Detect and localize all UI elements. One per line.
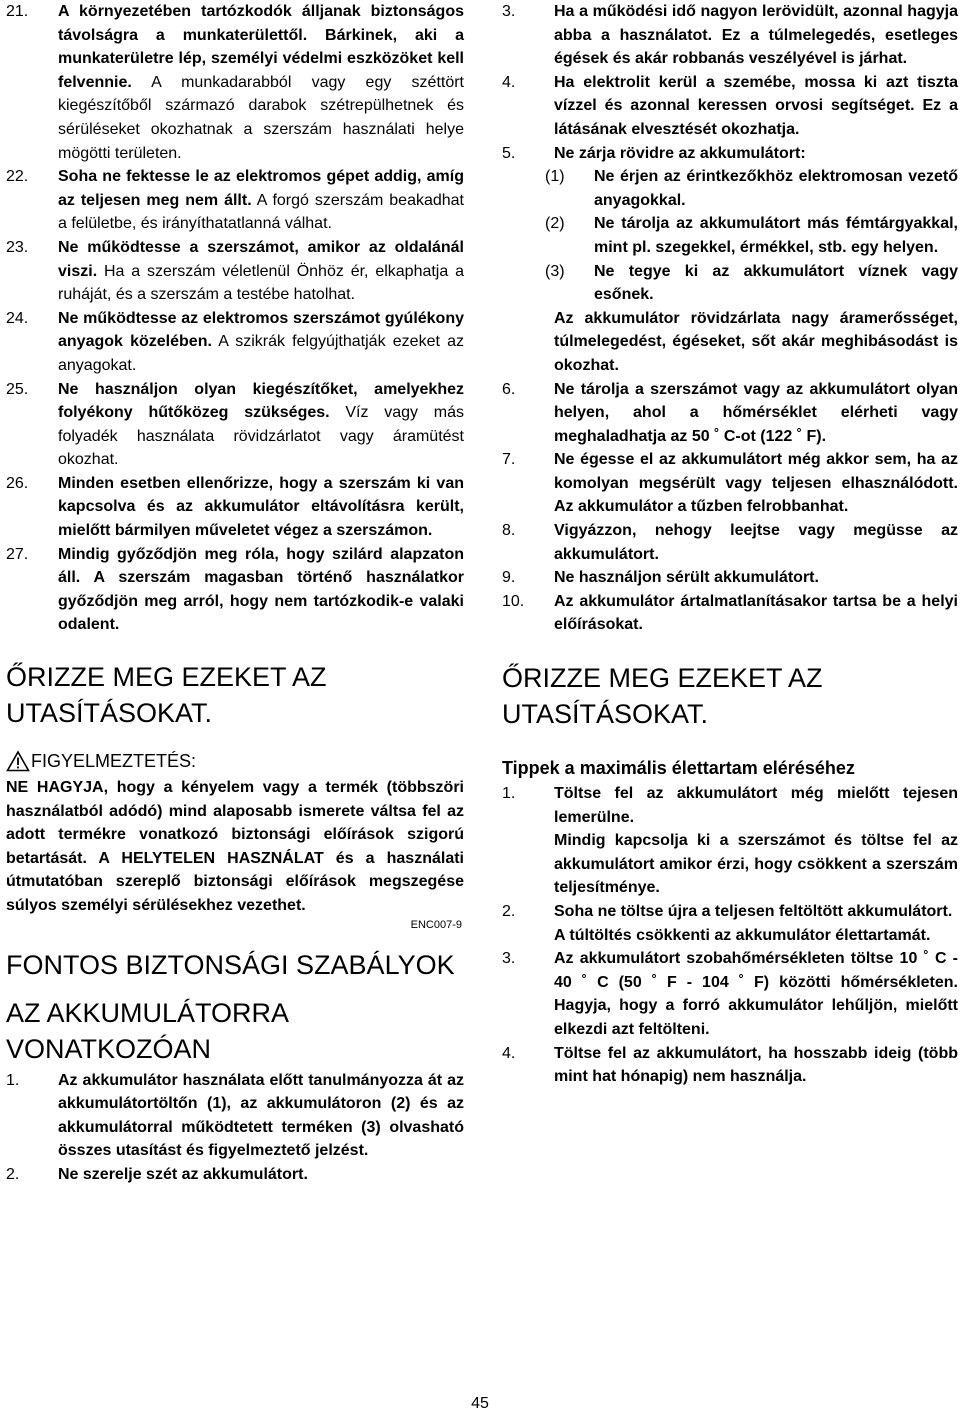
page-number: 45 — [471, 1395, 489, 1412]
list-item — [502, 0, 958, 71]
list-item — [6, 472, 464, 543]
sub-item-text: Ne érjen az érintkezőkhöz elektromosan vezető anyagokkal. — [594, 168, 958, 209]
item-text-normal: Víz vagy más folyadék használata rövidzárlatot vagy áramütést okozhat. — [58, 404, 464, 469]
list-item — [6, 1163, 464, 1187]
item-text-normal: Ha a szerszám véletlenül Önhöz ér, elkaphatja a ruháját, és a szerszám a testébe hatolhat. — [58, 262, 464, 304]
tips-heading: Tippek a maximális élettartam eléréséhez — [502, 758, 855, 779]
item-number: 4. — [502, 73, 516, 91]
item-text — [6, 378, 464, 472]
item-text-bold: Minden esetben ellenőrizze, hogy a szerszám ki van kapcsolva és az akkumulátor eltávolításra került, mielőtt bármilyen műveletet végez a szerszámon. — [58, 474, 464, 540]
item-text-normal: A munkadarabból vagy egy széttört kiegészítőből származó darabok szétrepülhetnek és sérüléseket okozhatnak a szerszám használati helye mögötti területen. — [58, 73, 464, 162]
item-text — [6, 0, 464, 165]
left-column — [6, 0, 464, 1187]
enc-code: ENC007-9 — [410, 918, 462, 931]
item-number: 1. — [6, 1071, 20, 1089]
item-number: 1. — [502, 785, 516, 803]
item-text — [6, 307, 464, 378]
item-number: 7. — [502, 451, 516, 469]
warning-title-text: FIGYELMEZTETÉS: — [31, 751, 197, 772]
item-number: 23. — [6, 238, 29, 256]
list-item — [502, 1042, 958, 1089]
list-item — [502, 378, 958, 449]
list-item — [502, 782, 958, 900]
item-number: 3. — [502, 3, 516, 20]
battery-list-right-a — [502, 0, 958, 165]
item-text — [6, 236, 464, 307]
item-text-bold: Ne használjon olyan kiegészítőket, amelyekhez folyékony hűtőközeg szükséges. — [58, 380, 464, 422]
short-circuit-sublist — [502, 165, 958, 307]
item-text: Soha ne töltse újra a teljesen feltöltött akkumulátort. — [554, 903, 953, 920]
item-number: 9. — [502, 569, 516, 587]
sub-item-number: (1) — [545, 168, 565, 186]
battery-heading: AZ AKKUMULÁTORRA VONATKOZÓAN — [6, 997, 288, 1064]
item-text-bold: Mindig győződjön meg róla, hogy szilárd alapzaton áll. A szerszám magasban történő használatkor győződjön meg arról, hogy nem tartózkodik-e valaki odalent. — [58, 545, 464, 634]
item-number: 2. — [502, 903, 516, 920]
sub-list-item — [545, 212, 958, 259]
item-number: 4. — [502, 1044, 516, 1062]
item-text — [6, 165, 464, 236]
list-item — [6, 543, 464, 637]
item-number: 5. — [502, 144, 516, 162]
list-item — [6, 1069, 464, 1163]
item-text-normal: A szikrák felgyújthatják ezeket az anyagokat. — [58, 333, 465, 374]
list-item — [502, 71, 958, 142]
warning-text: NE HAGYJA, hogy a kényelem vagy a termék (többszöri használatból adódó) mind alaposabb ismerete váltsa fel az adott termékre vonatkozó biztonsági előírások szigorú betartását. A HELYTELEN HASZNÁLAT és a használati útmutatóban szereplő biztonsági előírások megszegése súlyos személyi sérülésekhez vezethet. — [6, 779, 464, 914]
sub-list-item — [545, 260, 958, 307]
item-number: 3. — [502, 950, 516, 968]
save-instructions-heading-right: ŐRIZZE MEG EZEKET AZ UTASÍTÁSOKAT. — [502, 663, 823, 730]
list-item — [6, 165, 464, 236]
item-number: 10. — [502, 592, 525, 610]
item-number: 6. — [502, 380, 516, 398]
item-extra-text: Mindig kapcsolja ki a szerszámot és töltse fel az akkumulátort amikor érzi, hogy csökkent a szerszám teljesítménye. — [554, 832, 958, 897]
list-item — [502, 448, 958, 519]
list-item — [502, 947, 958, 1041]
battery-list-left — [6, 1069, 464, 1187]
item-text: Vigyázzon, nehogy leejtse vagy megüsse az akkumulátort. — [554, 522, 958, 563]
item-number: 2. — [6, 1165, 20, 1183]
item-text: Töltse fel az akkumulátort, ha hosszabb ideig (több mint hat hónapig) nem használja. — [554, 1044, 958, 1086]
item-text: Ne égesse el az akkumulátort még akkor sem, ha az komolyan megsérült vagy teljesen elhasználódott. Az akkumulátor a tűzben felrobbanhat. — [554, 451, 958, 516]
item-text: Ha elektrolit kerül a szemébe, mossa ki azt tiszta vízzel és azonnal keressen orvosi segítséget. Ez a látásának elvesztését okozhatja. — [554, 73, 958, 138]
item-number: 24. — [6, 309, 29, 327]
warning-triangle-icon — [6, 750, 30, 772]
sub-item-text: Ne tárolja az akkumulátort más fémtárgyakkal, mint pl. szegekkel, érmékkel, stb. egy helyen. — [594, 215, 958, 256]
short-circuit-note: Az akkumulátor rövidzárlata nagy áramerősséget, túlmelegedést, égéseket, sőt akár meghibásodást is okozhat. — [554, 309, 958, 374]
item-text: Az akkumulátor ártalmatlanításakor tartsa be a helyi előírásokat. — [554, 592, 958, 634]
sub-item-number: (2) — [545, 215, 565, 233]
warning-block — [6, 749, 464, 932]
list-item — [502, 566, 958, 590]
item-text-bold: Ne működtesse az elektromos szerszámot gyúlékony anyagok közelében. — [58, 309, 464, 351]
right-column — [502, 0, 958, 1089]
item-text — [6, 472, 464, 543]
list-item — [6, 0, 464, 165]
item-text: Ne tárolja a szerszámot vagy az akkumulátort olyan helyen, ahol a hőmérséklet elérheti vagy meghaladhatja az 50 ˚ C-ot (122 ˚ F). — [554, 380, 958, 445]
tips-list — [502, 782, 958, 1089]
item-text-bold: A környezetében tartózkodók álljanak biztonságos távolságra a munkaterülettől. Bárkinek, aki a munkaterületre lép, személyi védelmi eszközöket kell felvennie. — [58, 3, 464, 91]
item-text: Ne szerelje szét az akkumulátort. — [58, 1165, 308, 1183]
sub-list-item — [545, 165, 958, 212]
item-number: 21. — [6, 3, 29, 20]
list-item — [502, 900, 958, 947]
item-text: Ha a működési idő nagyon lerövidült, azonnal hagyja abba a használatot. Ez a túlmelegedés, esetleges égések és akár robbanás veszélyével is járhat. — [554, 3, 958, 68]
warning-title — [6, 749, 464, 773]
item-number: 25. — [6, 380, 29, 398]
item-number: 22. — [6, 168, 29, 186]
list-item — [6, 378, 464, 472]
item-number: 26. — [6, 474, 29, 492]
safety-rules-heading: FONTOS BIZTONSÁGI SZABÁLYOK — [6, 949, 455, 980]
item-number: 27. — [6, 545, 29, 563]
list-item — [6, 236, 464, 307]
item-number: 8. — [502, 522, 516, 540]
sub-item-text: Ne tegye ki az akkumulátort víznek vagy esőnek. — [594, 262, 958, 304]
list-item — [502, 142, 958, 166]
list-item — [6, 307, 464, 378]
list-item — [502, 590, 958, 637]
item-text: Az akkumulátort szobahőmérsékleten töltse 10 ˚ C - 40 ˚ C (50 ˚ F - 104 ˚ F) közötti hőmérsékleten. Hagyja, hogy a forró akkumulátor lehűljön, mielőtt elkezdi azt feltölteni. — [554, 950, 958, 1038]
item-text — [6, 543, 464, 637]
sub-item-number: (3) — [545, 262, 565, 280]
list-item — [502, 519, 958, 566]
item-text: Ne zárja rövidre az akkumulátort: — [554, 144, 806, 162]
numbered-list-top — [6, 0, 464, 637]
item-text-normal: A forgó szerszám beakadhat a felületbe, és irányíthatatlanná válhat. — [58, 191, 464, 233]
item-text-bold: Ne működtesse a szerszámot, amikor az oldalánál viszi. — [58, 238, 464, 280]
item-text: Töltse fel az akkumulátort még mielőtt tejesen lemerülne. — [554, 785, 958, 826]
item-text: Ne használjon sérült akkumulátort. — [554, 569, 819, 587]
item-text: Az akkumulátor használata előtt tanulmányozza át az akkumulátortöltőn (1), az akkumulátoron (2) és az akkumulátorral működtetett terméken (3) olvasható összes utasítást és figyelmeztető jelzést. — [58, 1071, 464, 1160]
item-extra-text: A túltöltés csökkenti az akkumulátor élettartamát. — [554, 926, 931, 944]
save-instructions-heading: ŐRIZZE MEG EZEKET AZ UTASÍTÁSOKAT. — [6, 662, 327, 729]
item-text-bold: Soha ne fektesse le az elektromos gépet addig, amíg az teljesen meg nem állt. — [58, 168, 464, 209]
battery-list-right-b — [502, 378, 958, 638]
